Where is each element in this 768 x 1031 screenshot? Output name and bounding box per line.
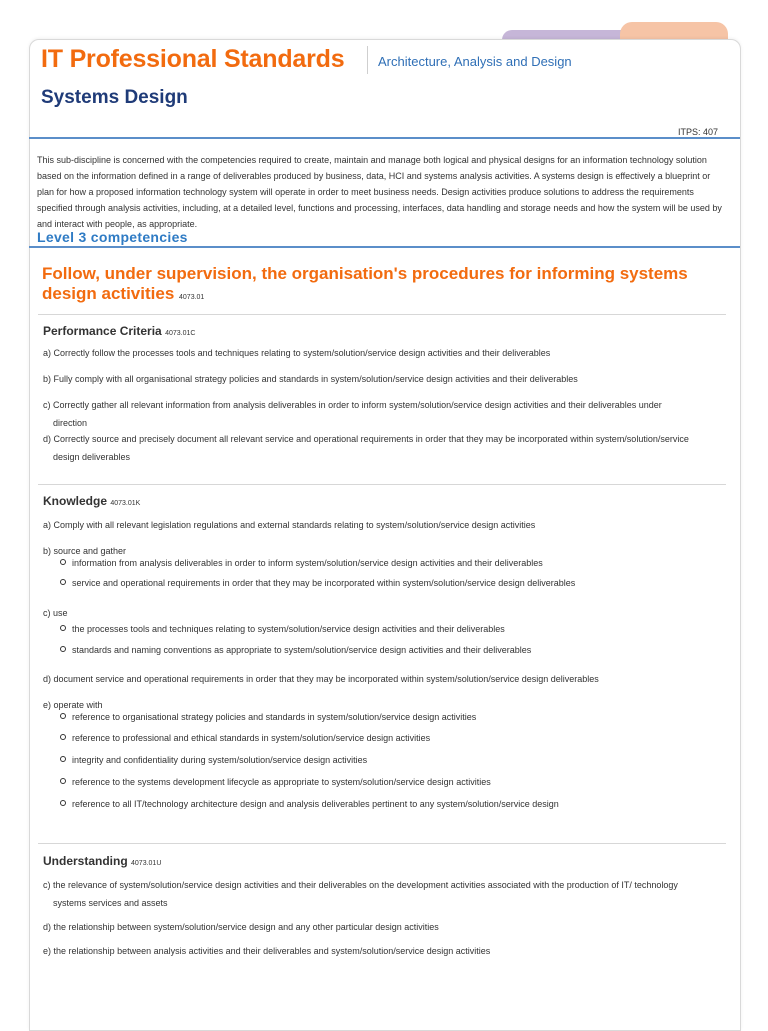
knowledge-sub-item: reference to professional and ethical standards in system/solution/service design activities <box>60 732 430 744</box>
knowledge-sub-item: the processes tools and techniques relating to system/solution/service design activities and their deliverables <box>60 623 505 635</box>
knowledge-sub-item: information from analysis deliverables in order to inform system/solution/service design activities and their deliverables <box>60 557 543 569</box>
item-prefix: e) <box>43 946 52 956</box>
knowledge-code: 4073.01K <box>110 500 141 507</box>
item-prefix: c) <box>43 880 51 890</box>
performance-item <box>43 430 723 466</box>
item-text: the relationship between analysis activities and their deliverables and system/solution/service design activities <box>53 946 491 956</box>
knowledge-heading <box>43 494 140 508</box>
item-text: Correctly gather all relevant information from analysis deliverables in order to inform system/solution/service design activities and their deliverables under <box>53 400 662 410</box>
competency-title <box>42 264 742 308</box>
performance-code: 4073.01C <box>165 330 196 337</box>
section-divider <box>38 484 726 485</box>
item-prefix: b) <box>43 374 52 384</box>
section-divider <box>38 843 726 844</box>
performance-heading-text: Performance Criteria <box>43 324 162 338</box>
understanding-heading <box>43 854 161 868</box>
header-subtitle: Architecture, Analysis and Design <box>378 54 572 69</box>
level-heading: Level 3 competencies <box>37 229 188 245</box>
knowledge-item: c) use <box>43 608 68 618</box>
knowledge-sub-item: reference to the systems development lifecycle as appropriate to system/solution/service design activities <box>60 776 491 788</box>
understanding-item <box>43 876 723 912</box>
performance-item <box>43 396 723 432</box>
item-text: Correctly follow the processes tools and techniques relating to system/solution/service design activities and their deliverables <box>53 348 551 358</box>
knowledge-item: d) document service and operational requirements in order that they may be incorporated within system/solution/service design deliverables <box>43 674 599 684</box>
level-rule <box>29 246 740 248</box>
page-title: Systems Design <box>41 87 188 108</box>
knowledge-sub-item: reference to all IT/technology architecture design and analysis deliverables pertinent to any system/solution/service design <box>60 798 559 810</box>
understanding-item <box>43 942 723 960</box>
item-text-cont: design deliverables <box>53 452 131 462</box>
item-text: the relationship between system/solution/service design and any other particular design activities <box>53 922 439 932</box>
knowledge-item: a) Comply with all relevant legislation regulations and external standards relating to system/solution/service design activities <box>43 520 536 530</box>
section-divider <box>38 314 726 315</box>
itps-code: ITPS: 407 <box>677 127 718 137</box>
understanding-heading-text: Understanding <box>43 854 128 868</box>
item-text: Correctly source and precisely document all relevant service and operational requirements in order that they may be incorporated within system/solution/service <box>53 434 689 444</box>
understanding-item <box>43 918 723 936</box>
knowledge-item: e) operate with <box>43 700 103 710</box>
competency-title-text: Follow, under supervision, the organisation's procedures for informing systems design activities <box>42 264 688 303</box>
understanding-code: 4073.01U <box>131 860 162 867</box>
item-text: the relevance of system/solution/service design activities and their deliverables on the development activities associated with the production of IT/ technology <box>53 880 678 890</box>
item-text-cont: direction <box>53 418 88 428</box>
knowledge-item: b) source and gather <box>43 546 127 556</box>
item-text-cont: systems services and assets <box>53 898 168 908</box>
item-prefix: d) <box>43 922 52 932</box>
knowledge-heading-text: Knowledge <box>43 494 108 508</box>
performance-item <box>43 370 723 388</box>
brand-title: IT Professional Standards <box>41 45 345 73</box>
item-text: Fully comply with all organisational strategy policies and standards in system/solution/service design activities and their deliverables <box>53 374 578 384</box>
knowledge-sub-item: standards and naming conventions as appropriate to system/solution/service design activities and their deliverables <box>60 644 531 656</box>
item-prefix: d) <box>43 434 52 444</box>
intro-paragraph: This sub-discipline is concerned with the competencies required to create, maintain and manage both logical and physical designs for an information technology solution based on the information defined in a range of deliverables produced by business, data, HCI and systems analysis activities. A systems design is effectively a blueprint or plan for how a proposed information technology system will operate in order to meet business needs. Design activities produce solutions to address the requirements specified through analysis activities, including, at a detailed level, functions and processing, interfaces, data handling and storage needs and how the system will be used by and interact with people, as appropriate. <box>37 155 722 229</box>
performance-heading <box>43 324 195 338</box>
knowledge-sub-item: reference to organisational strategy policies and standards in system/solution/service design activities <box>60 711 476 723</box>
header-rule <box>29 137 740 139</box>
performance-item <box>43 344 723 362</box>
item-prefix: a) <box>43 348 52 358</box>
item-prefix: c) <box>43 400 51 410</box>
competency-code: 4073.01 <box>179 294 205 301</box>
header-divider <box>367 46 368 74</box>
knowledge-sub-item: integrity and confidentiality during system/solution/service design activities <box>60 754 367 766</box>
knowledge-sub-item: service and operational requirements in order that they may be incorporated within system/solution/service design deliverables <box>60 577 575 589</box>
